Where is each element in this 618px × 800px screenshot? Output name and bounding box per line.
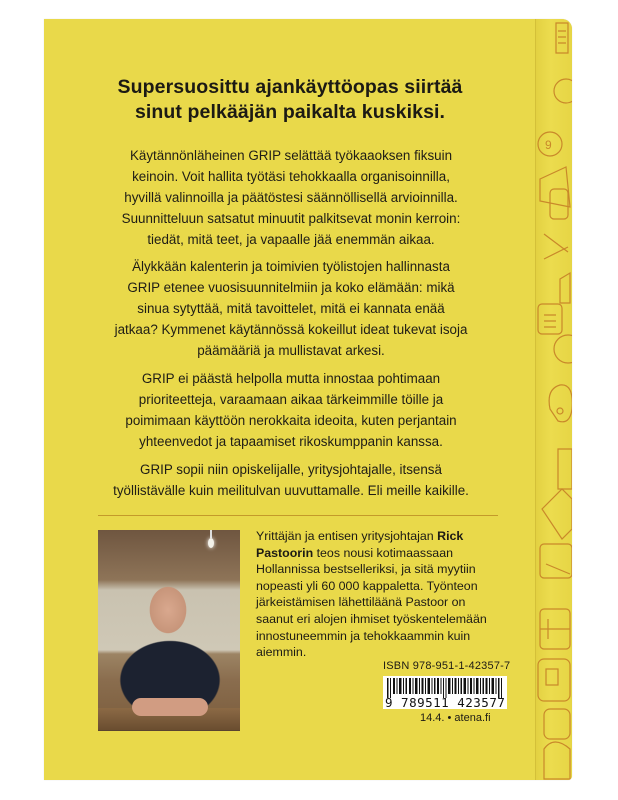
text-line: prioriteetteja, varaamaan aikaa tärkeimmille töille ja xyxy=(138,392,444,407)
bio-line: järkeistämisen lähettiläänä Pastoor on xyxy=(256,595,466,610)
text-line: GRIP sopii niin opiskelijalle, yritysjohtajalle, itsensä xyxy=(140,462,442,477)
bio-text: Yrittäjän ja entisen yritysjohtajan xyxy=(256,529,438,543)
headline-line: Supersuosittu ajankäyttöopas siirtää xyxy=(117,76,463,98)
text-line: GRIP etenee vuosisuunnitelmiin ja koko elämään: mikä xyxy=(127,280,455,295)
text-line: sinua sytyttää, mitä tavoittelet, mitä ei kannata enää xyxy=(137,301,445,316)
text-line: työllistävälle kuin meilitulvan uuvuttamalle. Eli meille kaikille. xyxy=(113,483,469,498)
bio-line: nopeasti yli 60 000 kappaletta. Työnteon xyxy=(256,578,478,593)
bio-line xyxy=(256,528,541,545)
headline xyxy=(44,75,536,125)
book-back-cover xyxy=(44,19,572,780)
bio-line: aiemmin. xyxy=(256,645,307,660)
author-photo xyxy=(98,530,240,731)
barcode-digits: 9 789511 423577 xyxy=(385,695,506,710)
text-line: Älykkään kalenterin ja toimivien työlistojen hallinnasta xyxy=(132,259,450,274)
author-bio xyxy=(256,528,541,661)
text-line: päämääriä ja mullistavat arkesi. xyxy=(197,343,385,358)
description-paragraph-2 xyxy=(48,256,534,361)
lamp-wire xyxy=(210,530,212,538)
bio-line: Hollannissa bestselleriksi, ja sitä myytiin xyxy=(256,562,476,577)
description-paragraph-1 xyxy=(48,145,534,250)
text-line: yhteenvedot ja tapaamiset rikoskumppanin kanssa. xyxy=(139,434,443,449)
bio-line: innostuneemmin ja tehokkaammin kuin xyxy=(256,628,471,643)
barcode xyxy=(383,676,507,709)
spine-pattern xyxy=(535,19,572,780)
doodle-icons-pattern xyxy=(536,19,572,780)
bio-line xyxy=(256,545,541,562)
text-line: poimimaan käyttöön nerokkaita ideoita, kuten perjantain xyxy=(125,413,457,428)
isbn-label: ISBN 978-951-1-42357-7 xyxy=(383,660,511,672)
price-and-publisher: 14.4. • atena.fi xyxy=(420,712,491,724)
description-paragraph-4 xyxy=(48,459,534,501)
bio-line: saanut eri alojen ihmiset työskentelemään xyxy=(256,611,487,626)
text-line: keinoin. Voit hallita työtäsi tehokkaalla organisoinnilla, xyxy=(132,169,450,184)
svg-text:9: 9 xyxy=(545,138,552,152)
headline-line: sinut pelkääjän paikalta kuskiksi. xyxy=(134,101,446,123)
text-line: tiedät, mitä teet, ja vapaalle jää enemmän aikaa. xyxy=(147,232,435,247)
bio-text: teos nousi kotimaassaan xyxy=(313,545,453,560)
description-paragraph-3 xyxy=(48,368,534,452)
author-arms xyxy=(132,698,208,716)
author-first-name: Rick xyxy=(437,529,464,543)
section-divider xyxy=(98,515,498,516)
text-line: Käytännönläheinen GRIP selättää työkaaoksen fiksuin xyxy=(129,148,453,163)
light-bulb-icon xyxy=(208,538,214,548)
text-line: hyvillä valinnoilla ja päätöstesi säännöllisellä arvioinnilla. xyxy=(124,190,458,205)
author-last-name: Pastoorin xyxy=(256,545,314,560)
text-line: Suunnitteluun satsatut minuutit palkitsevat monin kerroin: xyxy=(121,211,461,226)
text-line: jatkaa? Kymmenet käytännössä kokeillut ideat tukevat isoja xyxy=(114,322,468,337)
text-line: GRIP ei päästä helpolla mutta innostaa pohtimaan xyxy=(141,371,441,386)
